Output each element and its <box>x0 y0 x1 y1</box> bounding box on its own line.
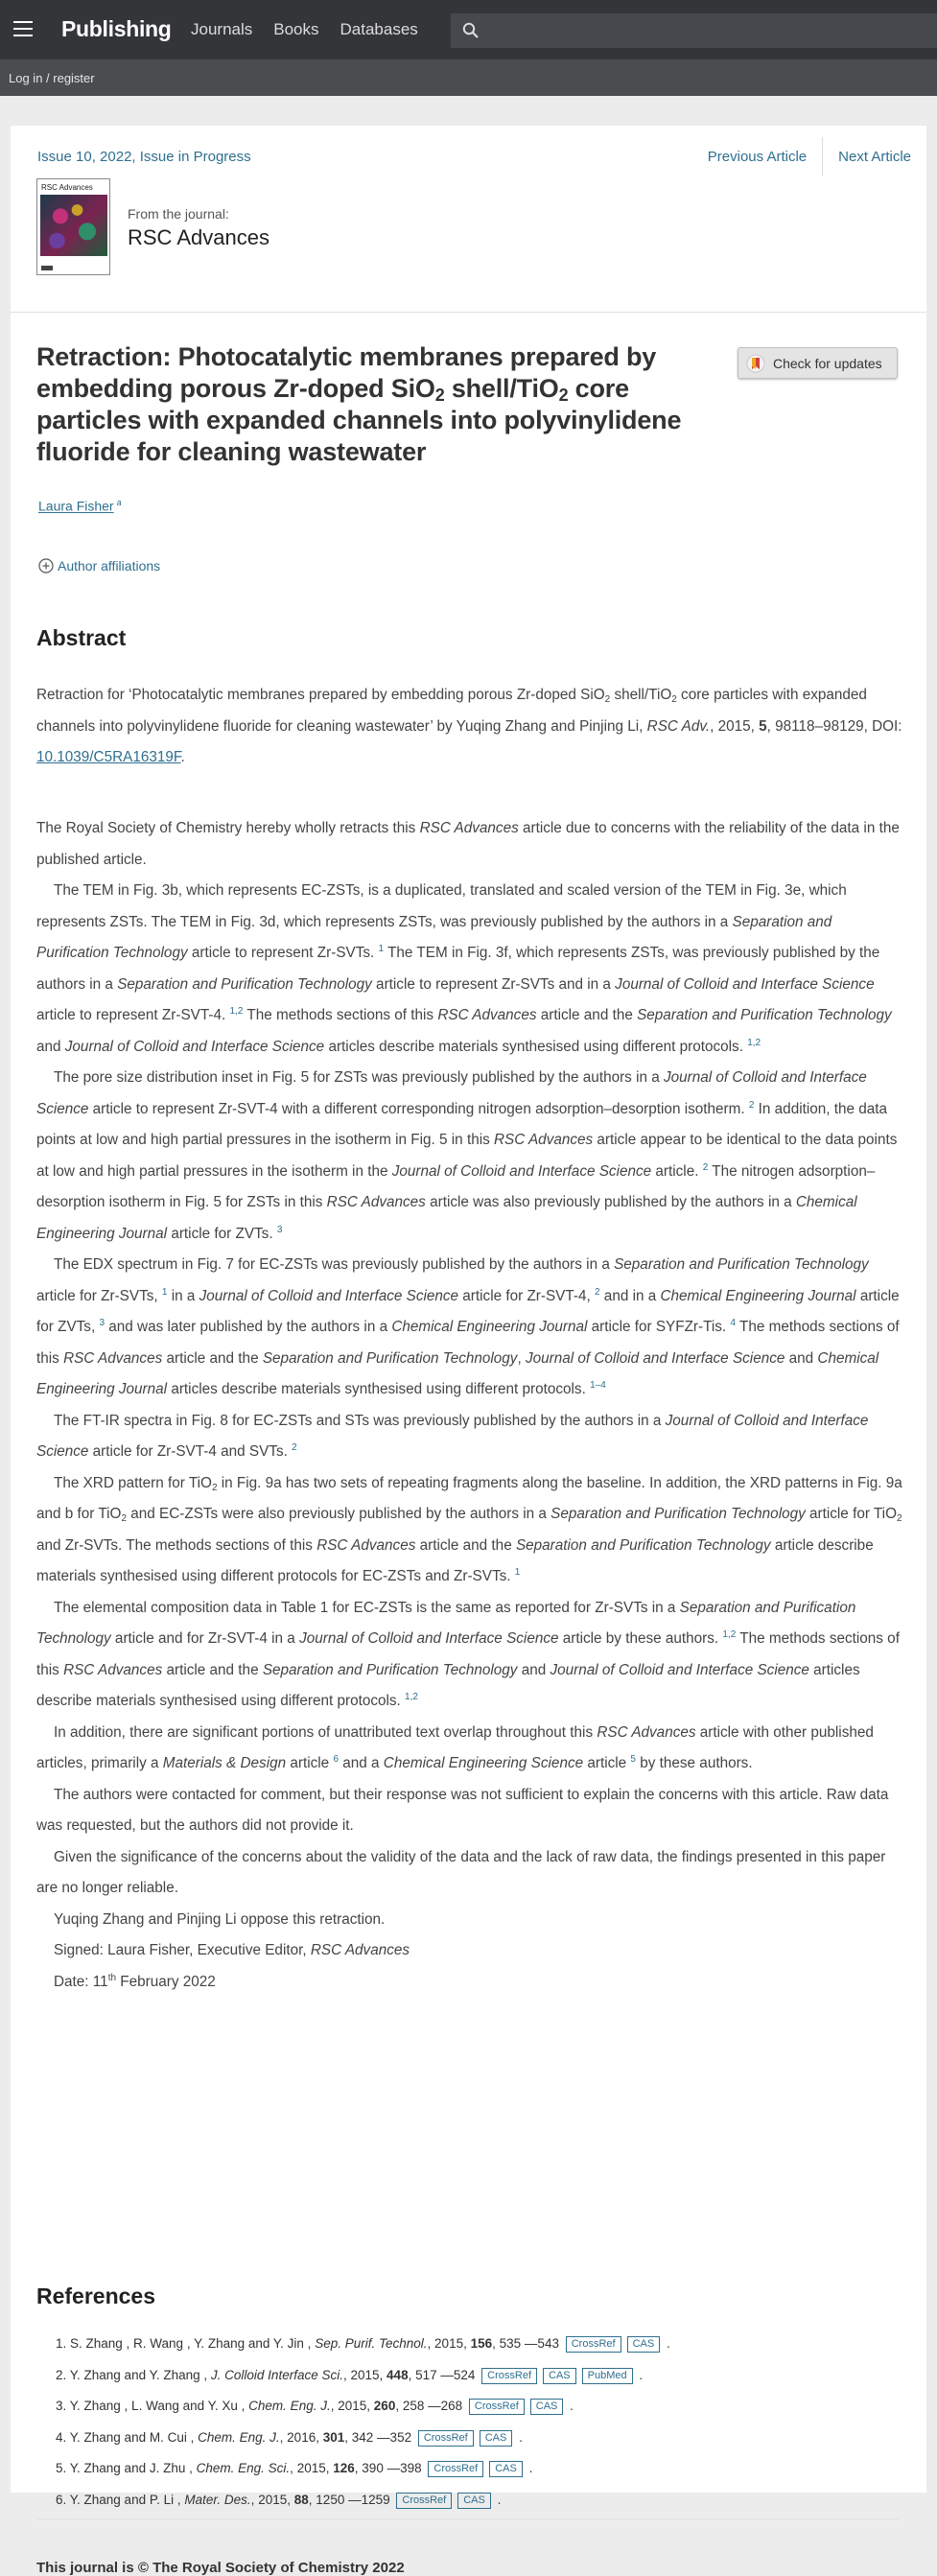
reference-number: 6. <box>56 2492 70 2507</box>
reference-volume: 156 <box>470 2336 493 2351</box>
reference-pages: 535 —543 <box>499 2336 559 2351</box>
reference-volume: 448 <box>387 2367 409 2382</box>
reference-number: 3. <box>56 2399 70 2413</box>
reference-authors: Y. Zhang and Y. Zhang , <box>69 2367 208 2382</box>
cover-logo <box>41 266 53 270</box>
search-input[interactable] <box>451 13 937 48</box>
pubmed-button[interactable]: PubMed <box>582 2368 633 2384</box>
brand-logo[interactable]: Publishing <box>61 16 172 41</box>
cas-button[interactable]: CAS <box>627 2336 661 2353</box>
article-card <box>11 126 926 2576</box>
references-heading: References <box>36 2283 156 2308</box>
crossref-button[interactable]: CrossRef <box>428 2461 483 2477</box>
reference-authors: Y. Zhang and J. Zhu , <box>69 2461 193 2475</box>
reference-number: 1. <box>56 2336 71 2351</box>
reference-pages: 390 —398 <box>362 2461 422 2475</box>
reference-year: 2015, <box>258 2492 291 2507</box>
article-pagination <box>692 137 926 176</box>
reference-number: 2. <box>56 2367 70 2382</box>
doi-link[interactable]: 10.1039/C5RA16319F <box>36 749 181 765</box>
crossmark-icon <box>746 354 765 373</box>
check-for-updates-button[interactable] <box>738 347 898 379</box>
article-title: Retraction: Photocatalytic membranes prepared by embedding porous Zr-doped SiO$_2$ shell/TiO$_2$ core particles with expanded channels into polyvinylidene fluoride for cleaning wastewater <box>36 342 682 466</box>
cas-button[interactable]: CAS <box>480 2430 513 2447</box>
reference-pages: 1250 —1259 <box>316 2492 390 2507</box>
nav-links <box>191 20 418 39</box>
author-affiliations-toggle[interactable]: Author affiliations <box>38 558 160 574</box>
cas-button[interactable]: CAS <box>457 2493 491 2509</box>
reference-number: 4. <box>56 2429 70 2445</box>
reference-item: 5. Y. Zhang and J. Zhu , Chem. Eng. Sci., 2015, 126, 390 —398 CrossRef CAS . <box>56 2461 533 2475</box>
reference-authors: S. Zhang , R. Wang , Y. Zhang and Y. Jin , <box>70 2336 312 2351</box>
reference-volume: 126 <box>333 2461 355 2475</box>
from-journal-label: From the journal: <box>128 206 229 222</box>
reference-journal: Chem. Eng. J. <box>248 2399 331 2413</box>
reference-pages: 258 —268 <box>402 2399 463 2413</box>
crossref-button[interactable]: CrossRef <box>566 2336 621 2353</box>
abstract-heading: Abstract <box>36 625 127 650</box>
divider <box>36 2518 900 2519</box>
date-superscript: th <box>107 1972 117 1983</box>
check-for-updates-label: Check for updates <box>773 356 882 371</box>
nav-link-journals[interactable]: Journals <box>191 20 253 38</box>
crossref-button[interactable]: CrossRef <box>469 2399 525 2415</box>
abstract-text: Retraction for ‘Photocatalytic membranes prepared by embedding porous Zr-doped SiO$_2$ shell/TiO$_2$ core particles with expanded channels into polyvinylidene fluoride for cleaning wastewater’ by Yuqing Zhang and Pinjing Li, RSC Adv., 2015, 5, 98118–98129, DOI: 10.1039/C5RA16319F. <box>36 687 902 765</box>
plus-circle-icon <box>38 558 54 574</box>
nav-link-databases[interactable]: Databases <box>340 20 418 38</box>
reference-volume: 88 <box>293 2492 309 2507</box>
nav-link-books[interactable]: Books <box>273 20 319 38</box>
next-article-link[interactable]: Next Article <box>838 148 911 165</box>
reference-year: 2016, <box>287 2429 319 2445</box>
reference-authors: Y. Zhang and P. Li , <box>69 2492 181 2507</box>
login-register-link[interactable]: Log in / register <box>9 71 95 85</box>
reference-item: 3. Y. Zhang , L. Wang and Y. Xu , Chem. Eng. J., 2015, 260, 258 —268 CrossRef CAS . <box>56 2399 574 2413</box>
cover-art <box>40 195 107 256</box>
reference-year: 2015, <box>296 2461 330 2475</box>
reference-pages: 517 —524 <box>415 2367 476 2382</box>
issue-link[interactable]: Issue 10, 2022, Issue in Progress <box>37 149 251 165</box>
copyright-footer: This journal is © The Royal Society of Chemistry 2022 <box>36 2560 405 2576</box>
journal-name[interactable]: RSC Advances <box>128 225 269 249</box>
reference-number: 5. <box>56 2461 70 2475</box>
reference-authors: Y. Zhang and M. Cui , <box>69 2429 195 2445</box>
reference-year: 2015, <box>434 2336 467 2351</box>
cas-button[interactable]: CAS <box>489 2461 523 2477</box>
reference-journal: Sep. Purif. Technol. <box>315 2336 428 2351</box>
cover-title: RSC Advances <box>41 183 93 192</box>
article-header <box>11 126 926 313</box>
hamburger-menu-icon[interactable] <box>13 21 33 36</box>
top-nav <box>0 0 937 59</box>
reference-item: 2. Y. Zhang and Y. Zhang , J. Colloid Interface Sci., 2015, 448, 517 —524 CrossRef CAS PubMed . <box>56 2367 644 2382</box>
article-body: The Royal Society of Chemistry hereby wholly retracts this RSC Advances article due to concerns with the reliability of the data in the published article. The TEM in Fig. 3b, which represents EC-ZSTs, is a duplicated, translated and scaled version of the TEM in Fig. 3e, which represents ZSTs. The TEM in Fig. 3d, which represents ZSTs, was previously published by the authors in a Separation and Purification Technology article to represent Zr-SVTs. $^1$ The TEM in Fig. 3f, which represents ZSTs, was previously published by the authors in a Separation and Purification Technology article to represent Zr-SVTs and in a Journal of Colloid and Interface Science article to represent Zr-SVT-4. $^{1,2}$ The methods sections of this RSC Advances article and the Separation and Purification Technology and Journal of Colloid and Interface Science articles describe materials synthesised using different protocols. $^{1,2}$ The pore size distribution inset in Fig. 5 for ZSTs was previously published by the authors in a Journal of Colloid and Interface Science article to represent Zr-SVT-4 with a different corresponding nitrogen adsorption–desorption isotherm. $^2$ In addition, the data points at low and high partial pressures in the isotherm in Fig. 5 in this RSC Advances article appear to be identical to the data points at low and high partial pressures in the isotherm in the Journal of Colloid and Interface Science article. $^2$ The nitrogen adsorption–desorption isotherm in Fig. 5 for ZSTs in this RSC Advances article was also previously published by the authors in a Chemical Engineering Journal article for ZVTs. $^3$ The EDX spectrum in Fig. 7 for EC-ZSTs was previously published by the authors in a Separation and Purification Technology article for Zr-SVTs, $^1$ in a Journal of Colloid and Interface Science article for Zr-SVT-4, $^2$ and in a Chemical Engineering Journal article for ZVTs, $^3$ and was later published by the authors in a Chemical Engineering Journal article for SYFZr-Tis. $^4$ The methods sections of this RSC Advances article and the Separation and Purification Technology, Journal of Colloid and Interface Science and Chemical Engineering Journal articles describe materials synthesised using different protocols. $^{1-4}$ The FT-IR spectra in Fig. 8 for EC-ZSTs and STs was previously published by the authors in a Journal of Colloid and Interface Science article for Zr-SVT-4 and SVTs. $^2$ The XRD pattern for TiO$_2$ in Fig. 9a has two sets of repeating fragments along the baseline. In addition, the XRD patterns in Fig. 9a and b for TiO$_2$ and EC-ZSTs were also previously published by the authors in a Separation and Purification Technology article for TiO$_2$ and Zr-SVTs. The methods sections of this RSC Advances article and the Separation and Purification Technology article describe materials synthesised using different protocols for EC-ZSTs and Zr-SVTs. $^1$ The elemental composition data in Table 1 for EC-ZSTs is the same as reported for Zr-SVTs in a Separation and Purification Technology article and for Zr-SVT-4 in a Journal of Colloid and Interface Science article by these authors. $^{1,2}$ The methods sections of this RSC Advances article and the Separation and Purification Technology and Journal of Colloid and Interface Science articles describe materials synthesised using different protocols. $^{1,2}$ In addition, there are significant portions of unattributed text overlap throughout this RSC Advances article with other published articles, primarily a Materials & Design article $^6$ and a Chemical Engineering Science article $^5$ by these authors. The authors were contacted for comment, but their response was not sufficient to explain the concerns with this article. Raw data was requested, but the authors did not provide it. Given the significance of the concerns about the validity of the data and the lack of raw data, the findings presented in this paper are no longer reliable. Yuqing Zhang and Pinjing Li oppose this retraction. Signed: Laura Fisher, Executive Editor, RSC Advances Date: 11th February 2022 <box>36 820 902 1990</box>
reference-pages: 342 —352 <box>351 2429 412 2445</box>
reference-authors: Y. Zhang , L. Wang and Y. Xu , <box>69 2399 246 2413</box>
reference-item: 6. Y. Zhang and P. Li , Mater. Des., 2015, 88, 1250 —1259 CrossRef CAS . <box>56 2492 502 2507</box>
search-icon[interactable] <box>462 22 480 39</box>
reference-volume: 260 <box>373 2399 396 2413</box>
reference-journal: Chem. Eng. J. <box>198 2429 280 2445</box>
reference-journal: J. Colloid Interface Sci. <box>210 2367 343 2382</box>
cas-button[interactable]: CAS <box>530 2399 564 2415</box>
author-link[interactable]: Laura Fisher $^a$ <box>38 498 122 514</box>
crossref-button[interactable]: CrossRef <box>418 2430 474 2447</box>
cas-button[interactable]: CAS <box>543 2368 576 2384</box>
reference-year: 2015, <box>350 2367 384 2382</box>
reference-journal: Chem. Eng. Sci. <box>196 2461 291 2475</box>
account-bar <box>0 59 937 96</box>
reference-item: 1. S. Zhang , R. Wang , Y. Zhang and Y. Jin , Sep. Purif. Technol., 2015, 156, 535 —543 CrossRef CAS . <box>56 2336 670 2351</box>
previous-article-link[interactable]: Previous Article <box>707 148 808 165</box>
crossref-button[interactable]: CrossRef <box>481 2368 537 2384</box>
journal-cover-image[interactable] <box>36 178 110 275</box>
reference-year: 2015, <box>338 2399 371 2413</box>
reference-item: 4. Y. Zhang and M. Cui , Chem. Eng. J., 2016, 301, 342 —352 CrossRef CAS . <box>56 2429 523 2445</box>
reference-volume: 301 <box>322 2429 345 2445</box>
reference-journal: Mater. Des. <box>184 2492 251 2507</box>
reference-list <box>56 2329 900 2516</box>
crossref-button[interactable]: CrossRef <box>396 2493 452 2509</box>
